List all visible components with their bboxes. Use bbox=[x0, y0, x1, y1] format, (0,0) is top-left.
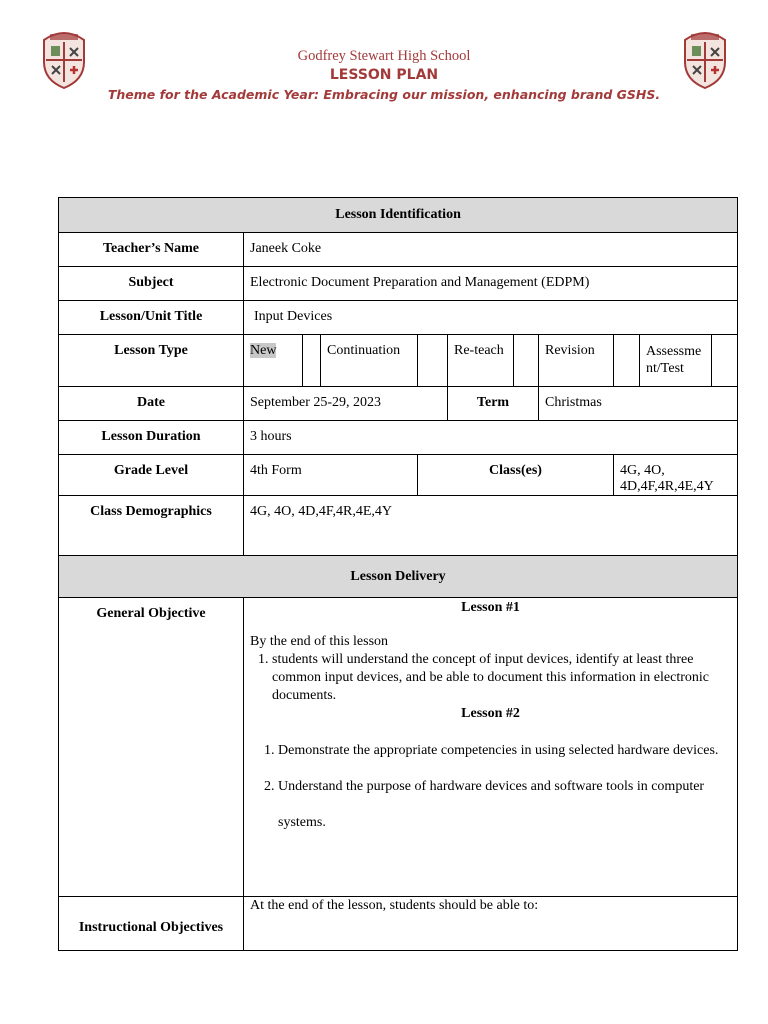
general-objective-content bbox=[244, 598, 738, 897]
teacher-name-value: Janeek Coke bbox=[244, 233, 738, 267]
lesson-type-option-label: New bbox=[250, 343, 277, 358]
lesson-1-heading: Lesson #1 bbox=[461, 600, 520, 615]
document-header bbox=[0, 47, 768, 105]
class-demographics-label: Class Demographics bbox=[59, 496, 244, 556]
lesson-type-option-revision: Revision bbox=[539, 335, 614, 387]
date-value: September 25-29, 2023 bbox=[244, 387, 448, 421]
instructional-objectives-value: At the end of the lesson, students should be able to: bbox=[244, 897, 738, 951]
subject-label: Subject bbox=[59, 267, 244, 301]
instructional-objectives-label: Instructional Objectives bbox=[59, 897, 244, 951]
list-item: 1. Demonstrate the appropriate competencies in using selected hardware devices. bbox=[278, 733, 731, 769]
lesson-delivery-heading: Lesson Delivery bbox=[59, 556, 738, 598]
unit-title-label: Lesson/Unit Title bbox=[59, 301, 244, 335]
lesson-type-checkbox-revision[interactable] bbox=[614, 335, 640, 387]
lesson-1-list bbox=[250, 651, 731, 705]
date-label: Date bbox=[59, 387, 244, 421]
term-label: Term bbox=[448, 387, 539, 421]
school-name: Godfrey Stewart High School bbox=[297, 48, 471, 64]
lesson-duration-value: 3 hours bbox=[244, 421, 738, 455]
class-demographics-value: 4G, 4O, 4D,4F,4R,4E,4Y bbox=[244, 496, 738, 556]
lesson-type-option-assessment: Assessme nt/Test bbox=[640, 335, 712, 387]
lesson-2-heading: Lesson #2 bbox=[461, 706, 520, 721]
grade-level-value: 4th Form bbox=[244, 455, 418, 496]
term-value: Christmas bbox=[539, 387, 738, 421]
lesson-type-option-reteach: Re-teach bbox=[448, 335, 514, 387]
list-item: 1. students will understand the concept of input devices, identify at least three common input devices, and be able to document this information in electronic documents. bbox=[272, 651, 731, 705]
lesson-type-option-continuation: Continuation bbox=[321, 335, 418, 387]
academic-theme: Theme for the Academic Year: Embracing our mission, enhancing brand GSHS. bbox=[107, 87, 661, 102]
teacher-name-label: Teacher’s Name bbox=[59, 233, 244, 267]
document-title: LESSON PLAN bbox=[329, 67, 439, 83]
lesson-2-list bbox=[250, 733, 731, 841]
classes-label: Class(es) bbox=[418, 455, 614, 496]
general-objective-label: General Objective bbox=[59, 598, 244, 897]
lesson-1-intro: By the end of this lesson bbox=[250, 634, 389, 649]
lesson-type-checkbox-continuation[interactable] bbox=[418, 335, 448, 387]
lesson-type-checkbox-assessment[interactable] bbox=[712, 335, 738, 387]
unit-title-value: Input Devices bbox=[244, 301, 738, 335]
lesson-type-option-new bbox=[244, 335, 303, 387]
grade-level-label: Grade Level bbox=[59, 455, 244, 496]
list-item: 2. Understand the purpose of hardware devices and software tools in computer systems. bbox=[278, 769, 731, 841]
lesson-type-checkbox-new[interactable] bbox=[303, 335, 321, 387]
lesson-plan-table bbox=[58, 197, 738, 951]
subject-value: Electronic Document Preparation and Management (EDPM) bbox=[244, 267, 738, 301]
lesson-type-label: Lesson Type bbox=[59, 335, 244, 387]
lesson-type-checkbox-reteach[interactable] bbox=[514, 335, 539, 387]
classes-value: 4G, 4O, 4D,4F,4R,4E,4Y bbox=[614, 455, 738, 496]
lesson-identification-heading: Lesson Identification bbox=[59, 198, 738, 233]
lesson-duration-label: Lesson Duration bbox=[59, 421, 244, 455]
